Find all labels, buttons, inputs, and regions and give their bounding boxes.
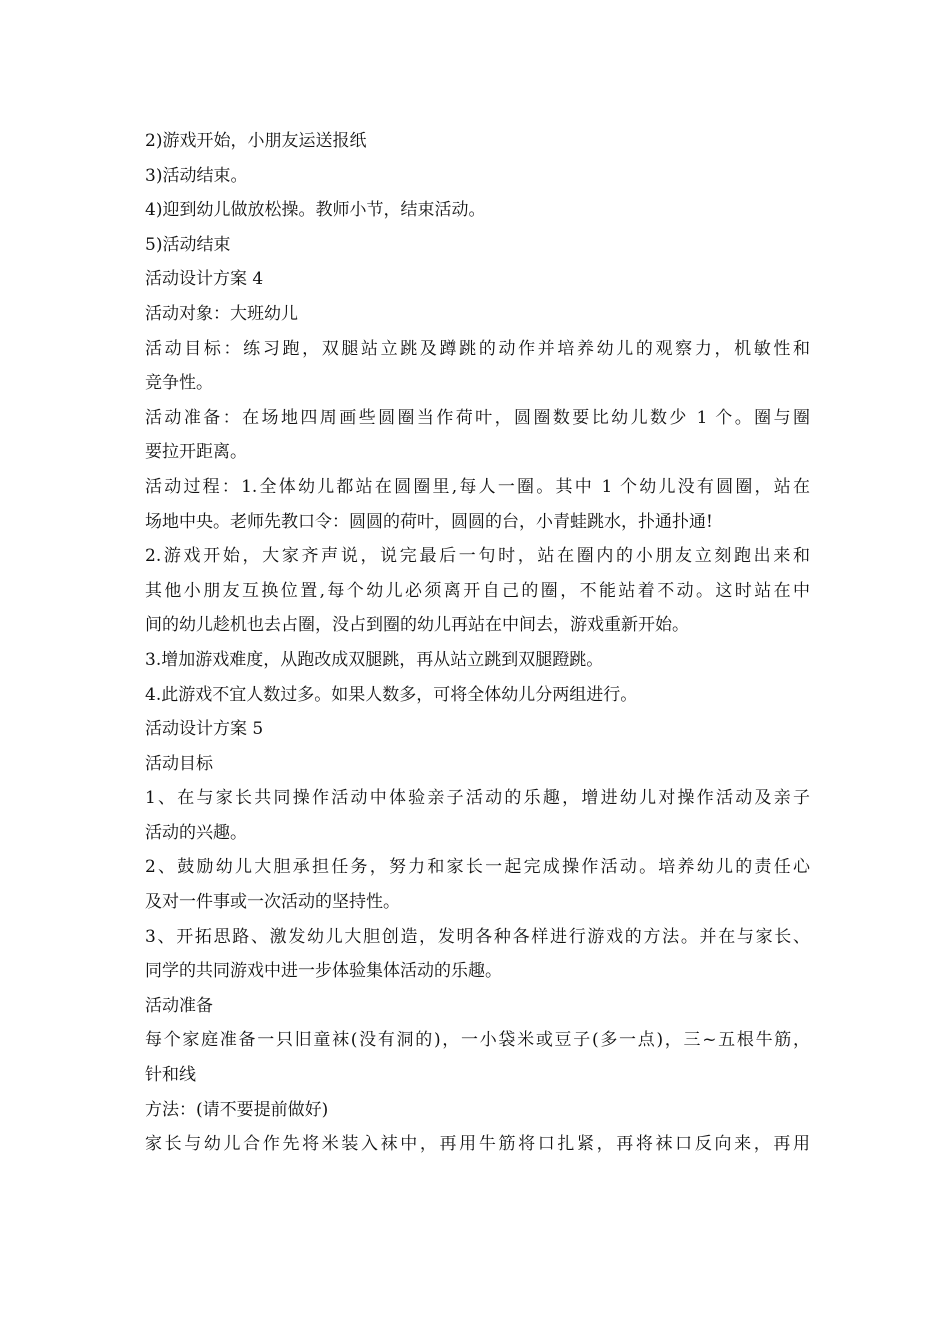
text-line: 活动过程：1.全体幼儿都站在圆圈里,每人一圈。其中 1 个幼儿没有圆圈，站在 <box>145 476 810 497</box>
text-line: 5)活动结束 <box>145 234 231 255</box>
document-page <box>145 124 810 1162</box>
text-line: 及对一件事或一次活动的坚持性。 <box>145 892 400 913</box>
text-line: 竞争性。 <box>145 373 213 394</box>
text-line: 家长与幼儿合作先将米装入袜中，再用牛筋将口扎紧，再将袜口反向来，再用 <box>145 1134 810 1155</box>
text-line: 间的幼儿趁机也去占圈，没占到圈的幼儿再站在中间去，游戏重新开始。 <box>145 615 689 636</box>
text-line: 4.此游戏不宜人数过多。如果人数多，可将全体幼儿分两组进行。 <box>145 684 638 705</box>
section-heading: 活动设计方案 4 <box>145 269 264 290</box>
text-line: 3.增加游戏难度，从跑改成双腿跳，再从站立跳到双腿蹬跳。 <box>145 649 604 670</box>
text-line: 其他小朋友互换位置,每个幼儿必须离开自己的圈，不能站着不动。这时站在中 <box>145 580 810 601</box>
text-line: 4)迎到幼儿做放松操。教师小节，结束活动。 <box>145 200 486 221</box>
text-line: 活动目标：练习跑，双腿站立跳及蹲跳的动作并培养幼儿的观察力，机敏性和 <box>145 338 810 359</box>
text-line: 2、鼓励幼儿大胆承担任务，努力和家长一起完成操作活动。培养幼儿的责任心 <box>145 857 810 878</box>
section-heading: 活动设计方案 5 <box>145 719 264 740</box>
text-line: 活动准备 <box>145 995 213 1016</box>
text-line: 针和线 <box>145 1065 196 1086</box>
text-line: 同学的共同游戏中进一步体验集体活动的乐趣。 <box>145 961 502 982</box>
text-line: 2)游戏开始，小朋友运送报纸 <box>145 131 367 151</box>
text-line: 1、在与家长共同操作活动中体验亲子活动的乐趣，增进幼儿对操作活动及亲子 <box>145 788 810 809</box>
text-line: 活动的兴趣。 <box>145 822 247 843</box>
text-line: 3)活动结束。 <box>145 165 248 186</box>
text-line: 方法：(请不要提前做好) <box>145 1099 329 1120</box>
text-line: 3、开拓思路、激发幼儿大胆创造，发明各种各样进行游戏的方法。并在与家长、 <box>145 926 810 947</box>
text-line: 活动对象：大班幼儿 <box>145 303 298 324</box>
text-line: 活动目标 <box>145 753 213 774</box>
text-line: 场地中央。老师先教口令：圆圆的荷叶，圆圆的台，小青蛙跳水，扑通扑通! <box>145 511 713 532</box>
text-line: 要拉开距离。 <box>145 442 247 463</box>
text-line: 活动准备：在场地四周画些圆圈当作荷叶，圆圈数要比幼儿数少 1 个。圈与圈 <box>145 407 810 428</box>
text-line: 每个家庭准备一只旧童袜(没有洞的)，一小袋米或豆子(多一点)，三~五根牛筋， <box>145 1030 810 1051</box>
text-line: 2.游戏开始，大家齐声说，说完最后一句时，站在圈内的小朋友立刻跑出来和 <box>145 546 810 567</box>
